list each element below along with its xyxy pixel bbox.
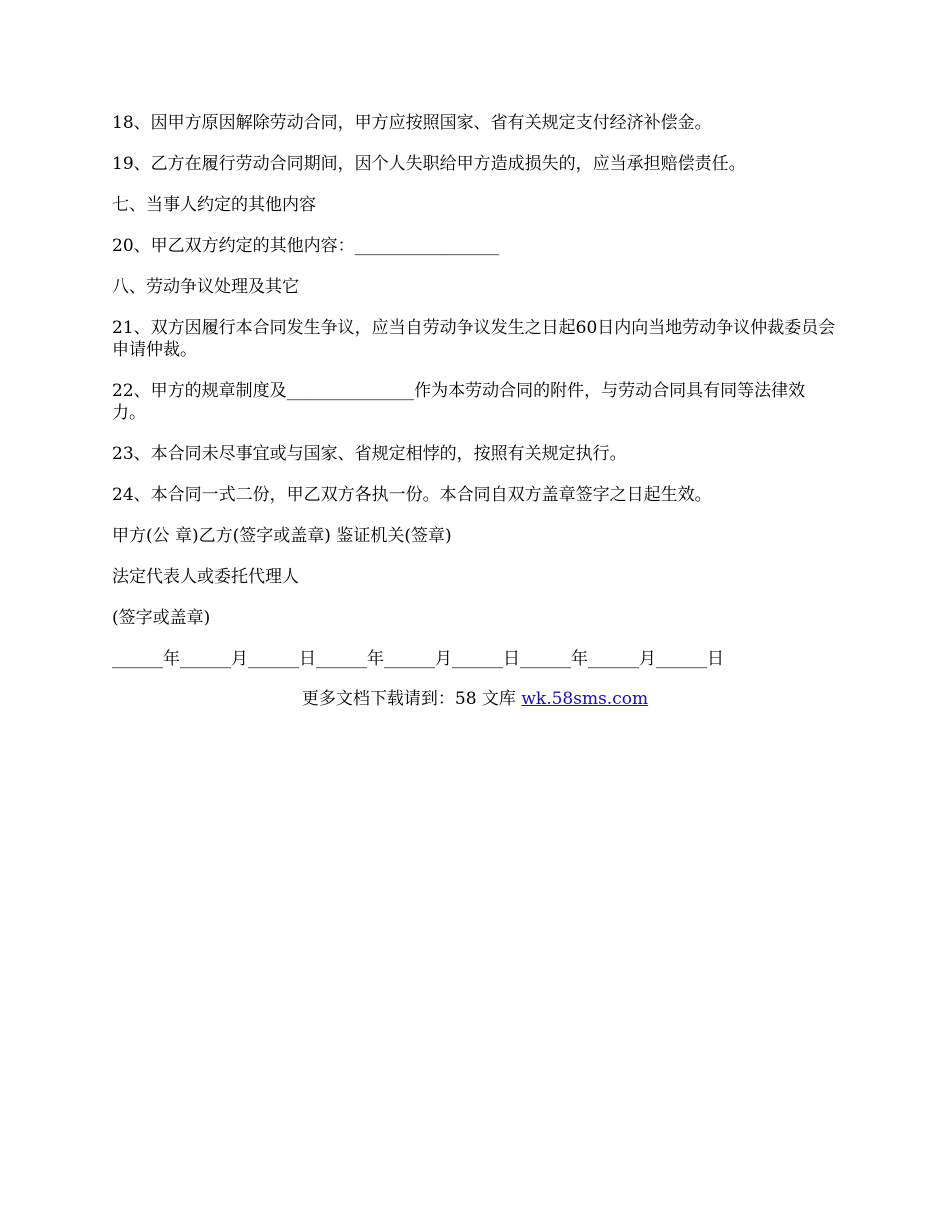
- section-heading-8: 八、劳动争议处理及其它: [112, 277, 299, 297]
- document-body: [112, 112, 838, 689]
- footer-link[interactable]: wk.58sms.com: [521, 689, 649, 709]
- footer-prefix: 更多文档下载请到：58 文库: [301, 689, 522, 709]
- date-blanks-line: ______年______月______日______年______月______日______年______月______日: [112, 649, 724, 669]
- clause-21: 21、双方因履行本合同发生争议，应当自劳动争议发生之日起60日内向当地劳动争议仲裁委员会申请仲裁。: [112, 318, 836, 360]
- section-heading-7: 七、当事人约定的其他内容: [112, 195, 316, 215]
- clause-19: 19、乙方在履行劳动合同期间，因个人失职给甲方造成损失的，应当承担赔偿责任。: [112, 154, 746, 174]
- sign-or-seal-line: (签字或盖章): [112, 608, 211, 628]
- clause-18: 18、因甲方原因解除劳动合同，甲方应按照国家、省有关规定支付经济补偿金。: [112, 113, 712, 133]
- legal-representative-line: 法定代表人或委托代理人: [112, 567, 299, 587]
- clause-20: 20、甲乙双方约定的其他内容：_________________: [112, 236, 500, 256]
- signature-parties-line: 甲方(公 章)乙方(签字或盖章) 鉴证机关(签章): [112, 526, 452, 546]
- footer: [0, 688, 950, 710]
- clause-23: 23、本合同未尽事宜或与国家、省规定相悖的，按照有关规定执行。: [112, 444, 627, 464]
- clause-22: 22、甲方的规章制度及_______________作为本劳动合同的附件，与劳动合同具有同等法律效力。: [112, 381, 806, 423]
- clause-24: 24、本合同一式二份，甲乙双方各执一份。本合同自双方盖章签字之日起生效。: [112, 485, 712, 505]
